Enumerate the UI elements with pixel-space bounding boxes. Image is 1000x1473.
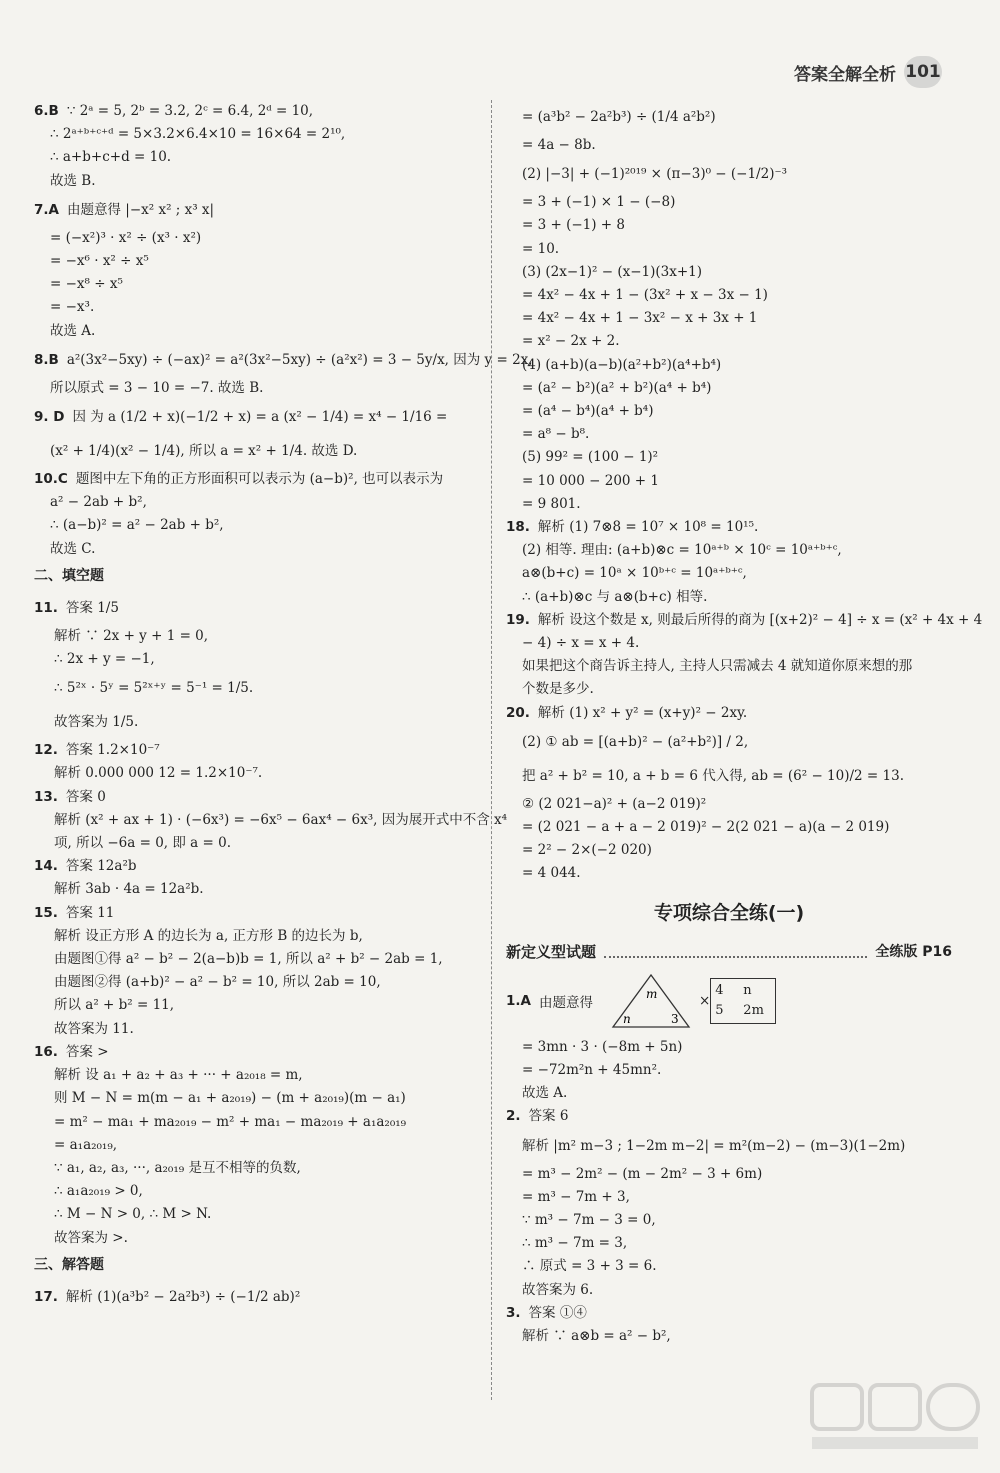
solution-line	[34, 491, 482, 514]
solution-line	[506, 655, 952, 678]
solution-line	[34, 1157, 482, 1180]
solution-line	[34, 193, 482, 227]
solution-line	[34, 925, 482, 948]
solution-line	[506, 307, 952, 330]
solution-text: = −x⁶ · x² ÷ x⁵	[50, 253, 149, 270]
solution-line	[506, 134, 952, 157]
solution-line	[34, 1227, 482, 1250]
dotted-leader	[604, 946, 867, 958]
solution-line	[34, 739, 482, 762]
question-number: 20.	[506, 704, 530, 721]
solution-text: (4) (a+b)(a−b)(a²+b²)(a⁴+b⁴)	[522, 356, 722, 373]
solution-line	[506, 100, 952, 134]
solution-line	[34, 146, 482, 169]
left-column	[34, 100, 533, 1314]
page-header	[794, 56, 942, 88]
solution-line	[34, 538, 482, 561]
solution-text: = m³ − 7m + 3,	[522, 1188, 630, 1205]
solution-line	[506, 1325, 952, 1348]
question-number: 18.	[506, 519, 530, 536]
solution-text: 故答案为 11.	[54, 1020, 134, 1037]
solution-text: = 9 801.	[522, 495, 581, 512]
question-number: 15.	[34, 904, 58, 921]
solution-line	[34, 1250, 482, 1280]
solution-text: 解析 3ab · 4a = 12a²b.	[54, 881, 204, 898]
solution-text: 解析 设正方形 A 的边长为 a, 正方形 B 的边长为 b,	[54, 927, 363, 944]
question-number: 13.	[34, 788, 58, 805]
solution-text: (2) |−3| + (−1)²⁰¹⁹ × (π−3)⁰ − (−1/2)⁻³	[522, 166, 788, 183]
solution-line	[34, 1111, 482, 1134]
solution-text: 解析 (x² + ax + 1) · (−6x³) = −6x⁵ − 6ax⁴ − 6x³, 因为展开式中不含 x⁴	[54, 811, 508, 828]
solution-text: = −x³.	[50, 299, 95, 316]
solution-text: ∴ (a+b)⊗c 与 a⊗(b+c) 相等.	[522, 588, 708, 605]
question-number: 14.	[34, 858, 58, 875]
solution-line	[506, 793, 952, 816]
solution-text: = 4 044.	[522, 865, 581, 882]
question-number: 2.	[506, 1108, 521, 1125]
section-subheading	[506, 938, 952, 966]
solution-text: = −72m²n + 45mn².	[522, 1061, 662, 1078]
solution-line	[506, 1186, 952, 1209]
solution-line	[34, 671, 482, 705]
solution-text: = (a³b² − 2a²b³) ÷ (1/4 a²b²)	[522, 109, 716, 125]
solution-line	[34, 170, 482, 193]
solution-line	[506, 1105, 952, 1128]
solution-line	[506, 1209, 952, 1232]
solution-line	[34, 832, 482, 855]
solution-line	[506, 354, 952, 377]
right-column	[506, 100, 983, 1348]
special-section-title: 专项综合全练(一)	[653, 901, 805, 924]
solution-text: (2) ① ab = [(a+b)² − (a²+b²)] / 2,	[522, 733, 749, 750]
question-number: 10.C	[34, 471, 68, 488]
solution-line	[34, 227, 482, 250]
solution-text: = (a² − b²)(a² + b²)(a⁴ + b⁴)	[522, 379, 712, 396]
solution-text: 解析 (1) x² + y² = (x+y)² − 2xy.	[537, 704, 748, 721]
solution-text: 把 a² + b² = 10, a + b = 6 代入得, ab = (6² − 10)/2 = 13.	[522, 767, 904, 784]
solution-line	[34, 625, 482, 648]
solution-text: 故选 C.	[50, 540, 96, 557]
solution-text: a²(3x²−5xy) ÷ (−ax)² = a²(3x²−5xy) ÷ (a²x²) = 3 − 5y/x, 因为 y = 2x,	[66, 351, 533, 368]
solution-text: = 10 000 − 200 + 1	[522, 472, 659, 489]
solution-line	[506, 1082, 952, 1105]
solution-text: 答案 1.2×10⁻⁷	[65, 742, 160, 759]
box-cell: 5	[715, 1002, 724, 1018]
solution-line	[34, 377, 482, 400]
solution-line	[34, 100, 482, 123]
solution-line	[506, 609, 983, 632]
solution-line	[34, 1018, 482, 1041]
solution-line	[34, 468, 482, 491]
solution-line	[506, 214, 952, 237]
solution-line	[506, 539, 952, 562]
solution-text: − 4) ÷ x = x + 4.	[522, 635, 640, 652]
question-number: 19.	[506, 611, 530, 628]
solution-text: = 10.	[522, 240, 560, 257]
solution-text: ∴ M − N > 0, ∴ M > N.	[54, 1206, 212, 1223]
solution-line	[506, 839, 952, 862]
solution-text: 答案 >	[65, 1043, 109, 1060]
solution-line	[506, 678, 952, 701]
question-number: 7.A	[34, 201, 59, 218]
solution-text: 由题图①得 a² − b² − 2(a−b)b = 1, 所以 a² + b² − 2ab = 1,	[54, 951, 443, 968]
solution-line	[506, 191, 952, 214]
solution-line	[34, 971, 482, 994]
solution-line	[34, 648, 482, 671]
solution-text: 解析 |m² m−3 ; 1−2m m−2| = m²(m−2) − (m−3)(1−2m)	[522, 1137, 906, 1154]
question-number: 8.B	[34, 351, 59, 368]
right-solutions	[506, 100, 983, 886]
solution-text: 三、解答题	[34, 1256, 104, 1273]
question-number: 11.	[34, 599, 58, 616]
solution-line	[506, 330, 952, 353]
solution-text: 故答案为 >.	[54, 1229, 128, 1246]
solution-line	[506, 862, 952, 885]
solution-text: 解析 ∵ a⊗b = a² − b²,	[522, 1327, 671, 1344]
times-sign: ×	[698, 992, 711, 1009]
solution-text: a⊗(b+c) = 10ᵃ × 10ᵇ⁺ᶜ = 10ᵃ⁺ᵇ⁺ᶜ,	[522, 565, 747, 582]
solution-line	[506, 493, 952, 516]
solution-line	[34, 1041, 482, 1064]
solution-line	[506, 284, 952, 307]
solution-text: = −x⁸ ÷ x⁵	[50, 276, 123, 293]
box-cell: n	[743, 982, 752, 998]
solution-line	[34, 591, 482, 625]
solution-text: = 4x² − 4x + 1 − (3x² + x − 3x − 1)	[522, 287, 768, 304]
solution-text: 所以 a² + b² = 11,	[54, 997, 175, 1014]
solution-line	[506, 702, 952, 725]
special-solutions	[506, 1036, 952, 1348]
solution-text: ∵ m³ − 7m − 3 = 0,	[522, 1211, 656, 1228]
solution-line	[34, 400, 482, 434]
solution-line	[506, 562, 952, 585]
solution-line	[34, 514, 482, 537]
solution-line	[506, 238, 952, 261]
solution-line	[506, 516, 952, 539]
site-watermark-logo	[808, 1379, 984, 1455]
solution-line	[506, 423, 952, 446]
solution-text: 因 为 a (1/2 + x)(−1/2 + x) = a (x² − 1/4) = x⁴ − 1/16 =	[72, 409, 448, 426]
solution-line	[506, 377, 952, 400]
solution-line	[34, 1064, 482, 1087]
solution-text: 故选 A.	[522, 1085, 568, 1102]
solution-text: 故答案为 1/5.	[54, 714, 139, 731]
box-cell: 2m	[743, 1002, 764, 1018]
question-number: 17.	[34, 1288, 58, 1305]
solution-text: ∴ 原式 = 3 + 3 = 6.	[522, 1258, 657, 1275]
box-cell: 4	[715, 982, 724, 998]
solution-line	[506, 586, 952, 609]
question-number: 9. D	[34, 409, 65, 426]
solution-line	[506, 1302, 952, 1325]
solution-text: = m³ − 2m² − (m − 2m² − 3 + 6m)	[522, 1165, 763, 1182]
solution-text: ∵ a₁, a₂, a₃, ···, a₂₀₁₉ 是互不相等的负数,	[54, 1159, 301, 1176]
triangle-figure	[609, 972, 693, 1030]
question-number: 16.	[34, 1043, 58, 1060]
solution-line	[506, 1232, 952, 1255]
solution-line	[506, 446, 952, 469]
solution-line	[34, 250, 482, 273]
solution-text: ∴ a₁a₂₀₁₉ > 0,	[54, 1183, 143, 1200]
solution-text: 解析 0.000 000 12 = 1.2×10⁻⁷.	[54, 765, 263, 782]
triangle-right-label: 3	[670, 1011, 679, 1026]
question-number: 12.	[34, 742, 58, 759]
solution-line	[34, 561, 482, 591]
solution-text: ∴ a+b+c+d = 10.	[50, 149, 172, 166]
question-number: 1.A	[506, 992, 531, 1009]
solution-text: = 3 + (−1) × 1 − (−8)	[522, 194, 676, 211]
solution-line	[34, 705, 482, 739]
solution-line	[506, 725, 952, 759]
solution-line	[506, 157, 952, 191]
solution-text: a² − 2ab + b²,	[50, 494, 147, 511]
solution-text: 解析 (1)(a³b² − 2a²b³) ÷ (−1/2 ab)²	[65, 1288, 301, 1305]
q1-figure-row	[506, 966, 952, 1036]
solution-text: 答案 0	[65, 788, 106, 805]
solution-line	[34, 320, 482, 343]
solution-text: 项, 所以 −6a = 0, 即 a = 0.	[54, 835, 232, 852]
solution-line	[506, 1279, 952, 1302]
matrix-box	[710, 978, 776, 1024]
solution-line	[34, 994, 482, 1017]
solution-line	[34, 1180, 482, 1203]
column-divider	[491, 100, 492, 1400]
solution-line	[34, 296, 482, 319]
question-number: 6.B	[34, 103, 59, 119]
solution-text: (x² + 1/4)(x² − 1/4), 所以 a = x² + 1/4. 故选 D.	[50, 443, 358, 460]
solution-line	[34, 1203, 482, 1226]
solution-line	[34, 878, 482, 901]
solution-line	[34, 809, 508, 832]
q1-text: 由题意得	[538, 994, 593, 1011]
solution-text: 答案 ①④	[528, 1304, 587, 1321]
solution-line	[506, 1036, 952, 1059]
solution-text: = x² − 2x + 2.	[522, 333, 620, 350]
solution-line	[506, 1129, 952, 1163]
solution-text: ② (2 021−a)² + (a−2 019)²	[522, 795, 707, 812]
solution-line	[506, 1059, 952, 1082]
solution-text: = 4a − 8b.	[522, 137, 596, 153]
solution-text: 故选 A.	[50, 322, 96, 339]
solution-line	[34, 434, 482, 468]
solution-text: 如果把这个商告诉主持人, 主持人只需减去 4 就知道你原来想的那	[522, 658, 913, 675]
solution-line	[34, 948, 482, 971]
solution-text: 所以原式 = 3 − 10 = −7. 故选 B.	[50, 379, 264, 396]
solution-text: 则 M − N = m(m − a₁ + a₂₀₁₉) − (m + a₂₀₁₉)(m − a₁)	[54, 1090, 406, 1107]
triangle-left-label: n	[622, 1011, 631, 1026]
solution-text: 解析 设 a₁ + a₂ + a₃ + ··· + a₂₀₁₈ = m,	[54, 1067, 303, 1084]
subheading-label: 新定义型试题	[506, 942, 597, 961]
solution-text: 答案 1/5	[65, 599, 119, 616]
solution-text: ∴ (a−b)² = a² − 2ab + b²,	[50, 517, 224, 534]
solution-line	[506, 1163, 952, 1186]
solution-text: = 3 + (−1) + 8	[522, 217, 626, 234]
solution-text: 由题意得 |−x² x² ; x³ x|	[66, 201, 215, 218]
solution-text: ∴ 2x + y = −1,	[54, 651, 155, 668]
solution-line	[506, 261, 952, 284]
page-reference: 全练版 P16	[875, 943, 952, 960]
solution-line	[34, 123, 482, 146]
solution-text: (5) 99² = (100 − 1)²	[522, 449, 659, 466]
solution-text: = (a⁴ − b⁴)(a⁴ + b⁴)	[522, 403, 654, 420]
solution-text: (2) 相等. 理由: (a+b)⊗c = 10ᵃ⁺ᵇ × 10ᶜ = 10ᵃ⁺ᵇ⁺ᶜ,	[522, 542, 842, 559]
solution-line	[34, 762, 482, 785]
solution-line	[34, 786, 482, 809]
solution-line	[34, 1087, 482, 1110]
solution-line	[34, 343, 533, 377]
solution-text: ∴ 5²ˣ · 5ʸ = 5²ˣ⁺ʸ = 5⁻¹ = 1/5.	[54, 680, 254, 697]
solution-line	[34, 902, 482, 925]
triangle-top-label: m	[645, 986, 658, 1001]
solution-text: 答案 6	[528, 1108, 569, 1125]
solution-text: 解析 设这个数是 x, 则最后所得的商为 [(x+2)² − 4] ÷ x = (x² + 4x + 4	[537, 611, 983, 628]
solution-text: 故选 B.	[50, 172, 96, 189]
solution-text: 个数是多少.	[522, 681, 594, 698]
solution-text: ∴ 2ᵃ⁺ᵇ⁺ᶜ⁺ᵈ = 5×3.2×6.4×10 = 16×64 = 2¹⁰,	[50, 126, 346, 143]
solution-text: = a₁a₂₀₁₉,	[54, 1136, 118, 1153]
solution-text: 题图中左下角的正方形面积可以表示为 (a−b)², 也可以表示为	[75, 471, 444, 488]
page-number-badge: 101	[904, 56, 942, 88]
solution-text: = a⁸ − b⁸.	[522, 426, 590, 443]
solution-line	[34, 1280, 482, 1314]
solution-line	[506, 816, 952, 839]
solution-text: = 2² − 2×(−2 020)	[522, 842, 652, 859]
question-number: 3.	[506, 1304, 521, 1321]
solution-text: 由题图②得 (a+b)² − a² − b² = 10, 所以 2ab = 10,	[54, 974, 381, 991]
solution-line	[506, 759, 952, 793]
solution-text: = 3mn · 3 · (−8m + 5n)	[522, 1038, 683, 1055]
solution-text: = (2 021 − a + a − 2 019)² − 2(2 021 − a)(a − 2 019)	[522, 819, 890, 836]
solution-line	[506, 632, 952, 655]
solution-line	[34, 1134, 482, 1157]
solution-line	[506, 400, 952, 423]
solution-text: ∴ m³ − 7m = 3,	[522, 1235, 628, 1252]
solution-text: = 4x² − 4x + 1 − 3x² − x + 3x + 1	[522, 310, 758, 327]
solution-line	[506, 470, 952, 493]
solution-line	[34, 273, 482, 296]
solution-text: ∵ 2ᵃ = 5, 2ᵇ = 3.2, 2ᶜ = 6.4, 2ᵈ = 10,	[66, 103, 314, 119]
solution-line	[34, 855, 482, 878]
solution-text: 解析 (1) 7⊗8 = 10⁷ × 10⁸ = 10¹⁵.	[537, 519, 759, 536]
solution-text: 答案 11	[65, 904, 115, 921]
solution-text: 解析 ∵ 2x + y + 1 = 0,	[54, 627, 209, 644]
solution-line	[506, 1255, 952, 1278]
solution-text: 二、填空题	[34, 567, 104, 584]
solution-text: (3) (2x−1)² − (x−1)(3x+1)	[522, 263, 703, 280]
solution-text: = (−x²)³ · x² ÷ (x³ · x²)	[50, 229, 202, 246]
solution-text: 故答案为 6.	[522, 1281, 594, 1298]
solution-text: 答案 12a²b	[65, 858, 137, 875]
header-title: 答案全解全析	[794, 64, 896, 85]
solution-text: = m² − ma₁ + ma₂₀₁₉ − m² + ma₁ − ma₂₀₁₉ + a₁a₂₀₁₉	[54, 1113, 407, 1130]
